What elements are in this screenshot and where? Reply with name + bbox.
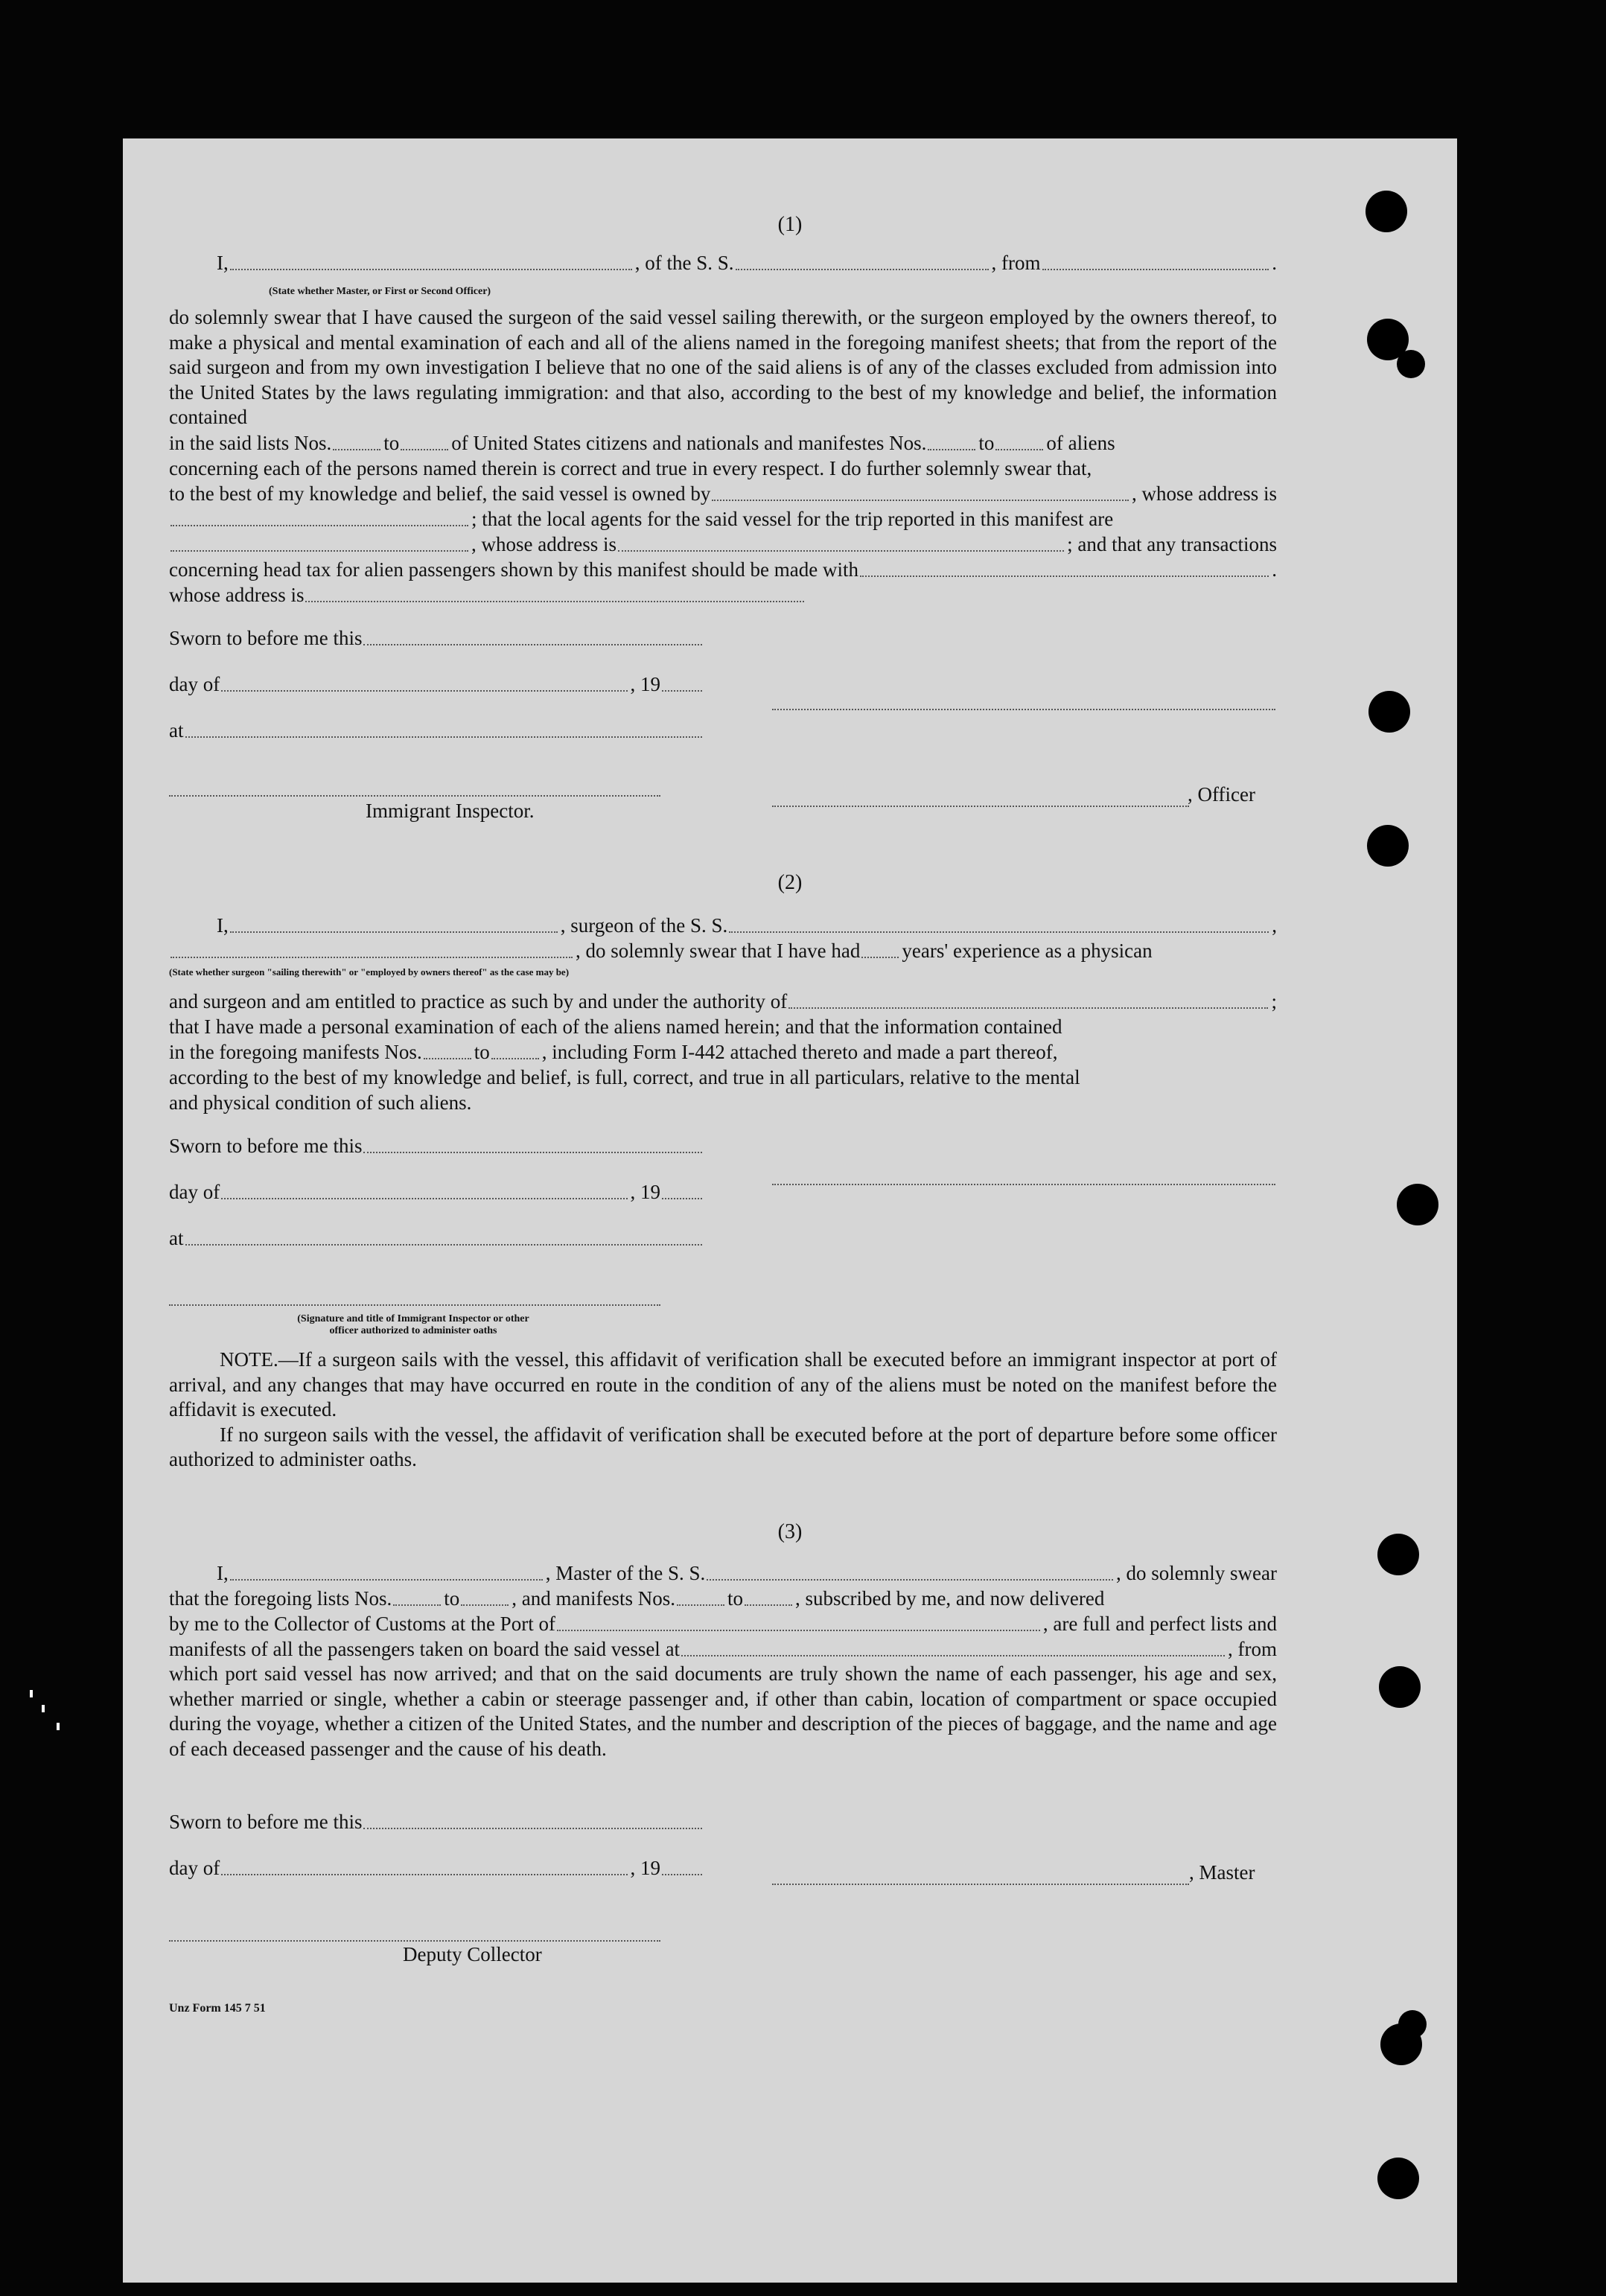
s3-deputy-signature-line[interactable] bbox=[169, 1940, 660, 1942]
punch-hole-icon bbox=[1397, 350, 1425, 378]
collector-port-field[interactable] bbox=[557, 1615, 1040, 1631]
s3-line-1: I, , Master of the S. S. , do solemnly swear bbox=[217, 1562, 1277, 1584]
s2-note: NOTE.—If a surgeon sails with the vessel, this affidavit of verification shall be executed before an immigrant inspector at port of arrival, and any changes that may have occurred en route in the condition of any of the aliens must be noted on the manifest before the affidavit is executed. If no surgeon sails with the vessel, the affidavit of verification shall be executed before at the port of departure before some officer authorized to administer oaths. bbox=[169, 1348, 1277, 1470]
years-experience-field[interactable] bbox=[861, 942, 899, 958]
from-port-field[interactable] bbox=[1042, 254, 1269, 270]
s2-jurat: Sworn to before me this day of , 19 at bbox=[169, 1133, 705, 1251]
owner-field[interactable] bbox=[712, 485, 1129, 501]
s3-deputy-label: Deputy Collector bbox=[403, 1943, 542, 1965]
s2-status-note: (State whether surgeon "sailing therewith" or "employed by owners thereof" as the case may be) bbox=[169, 966, 570, 978]
s1-sworn-field[interactable] bbox=[363, 629, 702, 645]
vessel-name-field[interactable] bbox=[736, 254, 989, 270]
s2-day-field[interactable] bbox=[221, 1183, 627, 1199]
section-3-number: (3) bbox=[777, 1520, 803, 1543]
s1-year-field[interactable] bbox=[662, 675, 702, 692]
s3-master-signature-line[interactable] bbox=[772, 1884, 1189, 1885]
s2-manifest-to[interactable] bbox=[491, 1043, 539, 1059]
alien-manifest-to[interactable] bbox=[995, 434, 1043, 450]
s2-at-field[interactable] bbox=[185, 1229, 703, 1246]
officer-rank-field[interactable] bbox=[230, 254, 632, 270]
s3-manifest-to[interactable] bbox=[745, 1589, 792, 1606]
s1-rank-note: (State whether Master, or First or Second Officer) bbox=[269, 286, 491, 297]
s1-inspector-signature-line[interactable] bbox=[169, 795, 660, 797]
film-edge-mark bbox=[57, 1723, 60, 1730]
s2-year-field[interactable] bbox=[662, 1183, 702, 1199]
section-2-number: (2) bbox=[777, 871, 803, 894]
s2-line-1: I, , surgeon of the S. S. , bbox=[217, 914, 1277, 937]
alien-manifest-from[interactable] bbox=[928, 434, 975, 450]
s1-jurat: Sworn to before me this day of , 19 at bbox=[169, 625, 705, 743]
punch-hole-icon bbox=[1397, 1184, 1438, 1225]
owner-address-field[interactable] bbox=[171, 510, 468, 526]
punch-hole-icon bbox=[1398, 2010, 1427, 2038]
section-1-number: (1) bbox=[777, 213, 803, 236]
surgeon-status-field[interactable] bbox=[171, 942, 573, 958]
s2-surgeon-signature-line[interactable] bbox=[772, 1184, 1275, 1185]
s3-sworn-field[interactable] bbox=[363, 1813, 702, 1829]
s1-at-field[interactable] bbox=[185, 721, 703, 738]
s3-list-from[interactable] bbox=[393, 1589, 441, 1606]
s1-signature-line-top[interactable] bbox=[772, 709, 1275, 710]
citizen-list-to[interactable] bbox=[401, 434, 448, 450]
s3-vessel-field[interactable] bbox=[707, 1564, 1113, 1581]
s3-manifest-from[interactable] bbox=[677, 1589, 724, 1606]
s3-jurat: Sworn to before me this day of , 19 bbox=[169, 1809, 705, 1881]
agents-field[interactable] bbox=[171, 535, 468, 552]
master-name-field[interactable] bbox=[230, 1564, 543, 1581]
headtax-contact-field[interactable] bbox=[860, 561, 1269, 577]
s3-master-label: , Master bbox=[1189, 1861, 1255, 1884]
punch-hole-icon bbox=[1377, 2158, 1419, 2199]
s1-officer-label: , Officer bbox=[1188, 783, 1255, 806]
s1-paragraph: do solemnly swear that I have caused the surgeon of the said vessel sailing therewith, or the surgeon employed by the owners thereof, to make a physical and mental examination of each and all of the aliens named in the foregoing manifest sheets; that from the report of the said surgeon and from my own investigation I believe that no one of the said aliens is of any of the classes excluded from admission into the United States by the laws regulating immigration: and that also, according to the best of my knowledge and belief, the information contained in the said lists Nos. to of United States citizens and nationals and manifestes Nos. to of aliens concerning each of the persons named therein is correct and true in every respect. I do further solemnly swear that, to the best of my knowledge and belief, the said vessel is owned by , whose address is ; that the local agents for the said vessel for the trip reported in this manifest are , whose address is ; and that any transactions concerning head tax for alien passengers shown by this manifest should be made with . whose address is bbox=[169, 306, 1277, 606]
boarding-port-field[interactable] bbox=[681, 1640, 1225, 1656]
s3-year-field[interactable] bbox=[662, 1859, 702, 1875]
punch-hole-icon bbox=[1366, 191, 1407, 232]
s2-inspector-signature-line[interactable] bbox=[169, 1304, 660, 1306]
s1-day-field[interactable] bbox=[221, 675, 627, 692]
form-identifier: Unz Form 145 7 51 bbox=[169, 2002, 266, 2015]
citizen-list-from[interactable] bbox=[333, 434, 380, 450]
s2-vessel-field[interactable] bbox=[729, 916, 1269, 933]
s3-day-field[interactable] bbox=[221, 1859, 627, 1875]
s2-sworn-field[interactable] bbox=[363, 1137, 702, 1153]
authority-field[interactable] bbox=[788, 992, 1268, 1009]
headtax-address-field[interactable] bbox=[305, 586, 804, 602]
film-edge-mark bbox=[30, 1690, 33, 1697]
s1-inspector-label: Immigrant Inspector. bbox=[366, 800, 535, 822]
s2-paragraph: and surgeon and am entitled to practice as such by and under the authority of ; that I have made a personal examination of each of the aliens named herein; and that the information contained in the foregoing manifests Nos. to , including Form I-442 attached thereto and made a part thereof, according to the best of my knowledge and belief, is full, correct, and true in all particulars, relative to the mental and physical condition of such aliens. bbox=[169, 990, 1277, 1114]
form-page bbox=[123, 138, 1457, 2283]
punch-hole-icon bbox=[1377, 1534, 1419, 1575]
s2-line-2: , do solemnly swear that I have had years' experience as a physican bbox=[169, 938, 1277, 963]
punch-hole-icon bbox=[1379, 1666, 1421, 1708]
film-edge-mark bbox=[42, 1705, 45, 1712]
punch-hole-icon bbox=[1368, 691, 1410, 733]
s1-line-1: I, , of the S. S. , from . bbox=[217, 252, 1277, 274]
s2-manifest-from[interactable] bbox=[424, 1043, 471, 1059]
s3-paragraph: that the foregoing lists Nos. to , and manifests Nos. to , subscribed by me, and now delivered by me to the Collector of Customs at the Port of , are full and perfect lists and manifests of all the passengers taken on board the said vessel at , from which port said vessel has now arrived; and that on the said documents are truly shown the name of each passenger, his age and sex, whether married or single, whether a cabin or steerage passenger and, if other than cabin, location of compartment or space occupied during the voyage, whether a citizen of the United States, and the number and description of the pieces of baggage, and the name and age of each deceased passenger and the cause of his death. bbox=[169, 1587, 1277, 1760]
s1-officer-signature-line[interactable] bbox=[772, 806, 1189, 807]
surgeon-name-field[interactable] bbox=[230, 916, 558, 933]
punch-hole-icon bbox=[1367, 825, 1409, 867]
s2-signature-note: (Signature and title of Immigrant Inspector or other officer authorized to administer oaths bbox=[297, 1313, 529, 1336]
s3-list-to[interactable] bbox=[461, 1589, 509, 1606]
agents-address-field[interactable] bbox=[618, 535, 1064, 552]
